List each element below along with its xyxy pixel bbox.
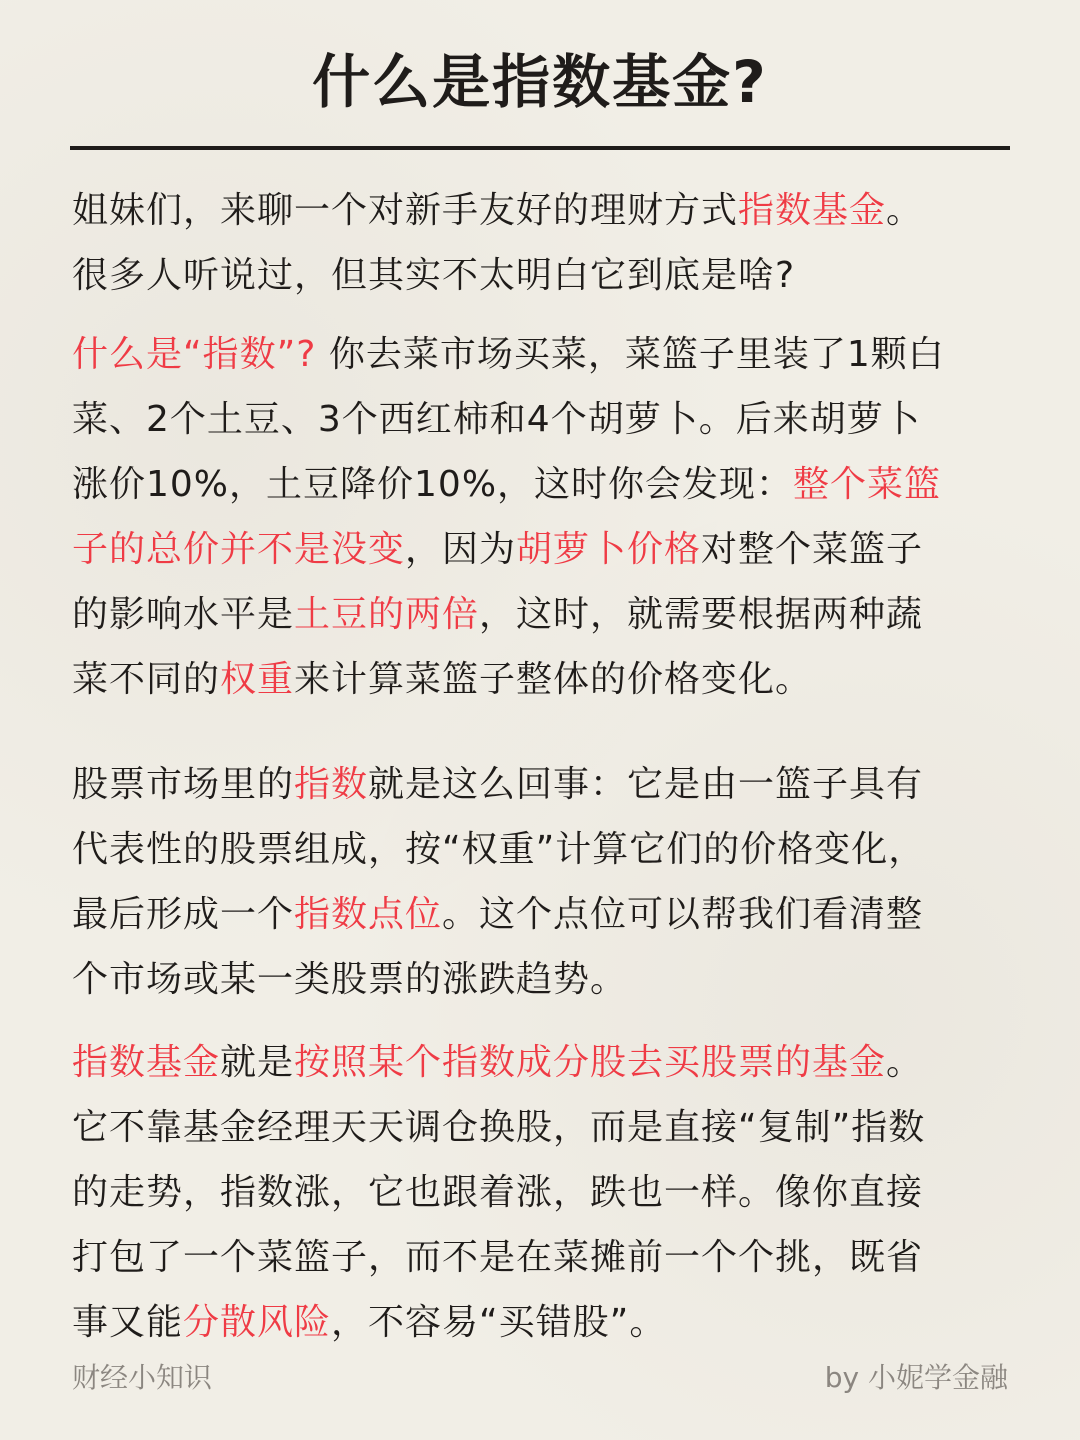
body-text: 。 很多人听说过，但其实不太明白它到底是啥? [72,190,924,296]
body-text: 对整个菜篮子 的影响水平是 [72,529,924,635]
paragraph-index-fund [72,1030,1012,1355]
highlight-text: 指数 [294,764,369,805]
paragraph-what-is-index [72,322,1012,712]
body-text: ，因为 [405,529,517,570]
article-body [72,178,1012,1355]
page-title: 什么是指数基金? [312,48,768,116]
highlight-text: 胡萝卜价格 [516,529,702,570]
body-text: 股票市场里的 [72,764,295,805]
body-text: 就是这么回事：它是由一篮子具有 代表性的股票组成，按“权重”计算它们的价格变化， 最后形成一个 [72,764,926,935]
highlight-text: 指数点位 [294,894,443,935]
body-text: 。 它不靠基金经理天天调仓换股，而是直接“复制”指数 的走势，指数涨，它也跟着涨，跌也一样。像你直接 打包了一个菜篮子，而不是在菜摊前一个个挑，既省 事又能 [72,1042,926,1343]
paragraph-intro [72,178,1012,308]
highlight-text: 按照某个指数成分股去买股票的基金 [294,1042,887,1083]
body-text: ，不容易“买错股”。 [331,1302,667,1343]
body-text: 你去菜市场买菜，菜篮子里装了1颗白 菜、2个土豆、3个西红柿和4个胡萝卜。后来胡萝卜 涨价10%，土豆降价10%，这时你会发现： [72,334,945,505]
body-text: 来计算菜篮子整体的价格变化。 [294,659,813,700]
highlight-text: 整个菜篮 子的总价并不是没变 [72,464,942,570]
body-text: ，这时，就需要根据两种蔬 菜不同的 [72,594,924,700]
highlight-text: 土豆的两倍 [294,594,480,635]
highlight-text: 指数基金 [738,190,887,231]
paragraph-stock-index [72,752,1012,1012]
highlight-text: 什么是“指数”? [72,334,317,375]
title-divider [70,146,1010,150]
highlight-text: 权重 [220,659,295,700]
body-text: 。这个点位可以帮我们看清整 个市场或某一类股票的涨跌趋势。 [72,894,924,1000]
highlight-text: 分散风险 [183,1302,332,1343]
highlight-text: 指数基金 [72,1042,221,1083]
body-text: 就是 [220,1042,295,1083]
body-text: 姐妹们，来聊一个对新手友好的理财方式 [72,190,739,231]
footer-category: 财经小知识 [72,1361,213,1394]
footer-author: by 小妮学金融 [824,1361,1008,1394]
